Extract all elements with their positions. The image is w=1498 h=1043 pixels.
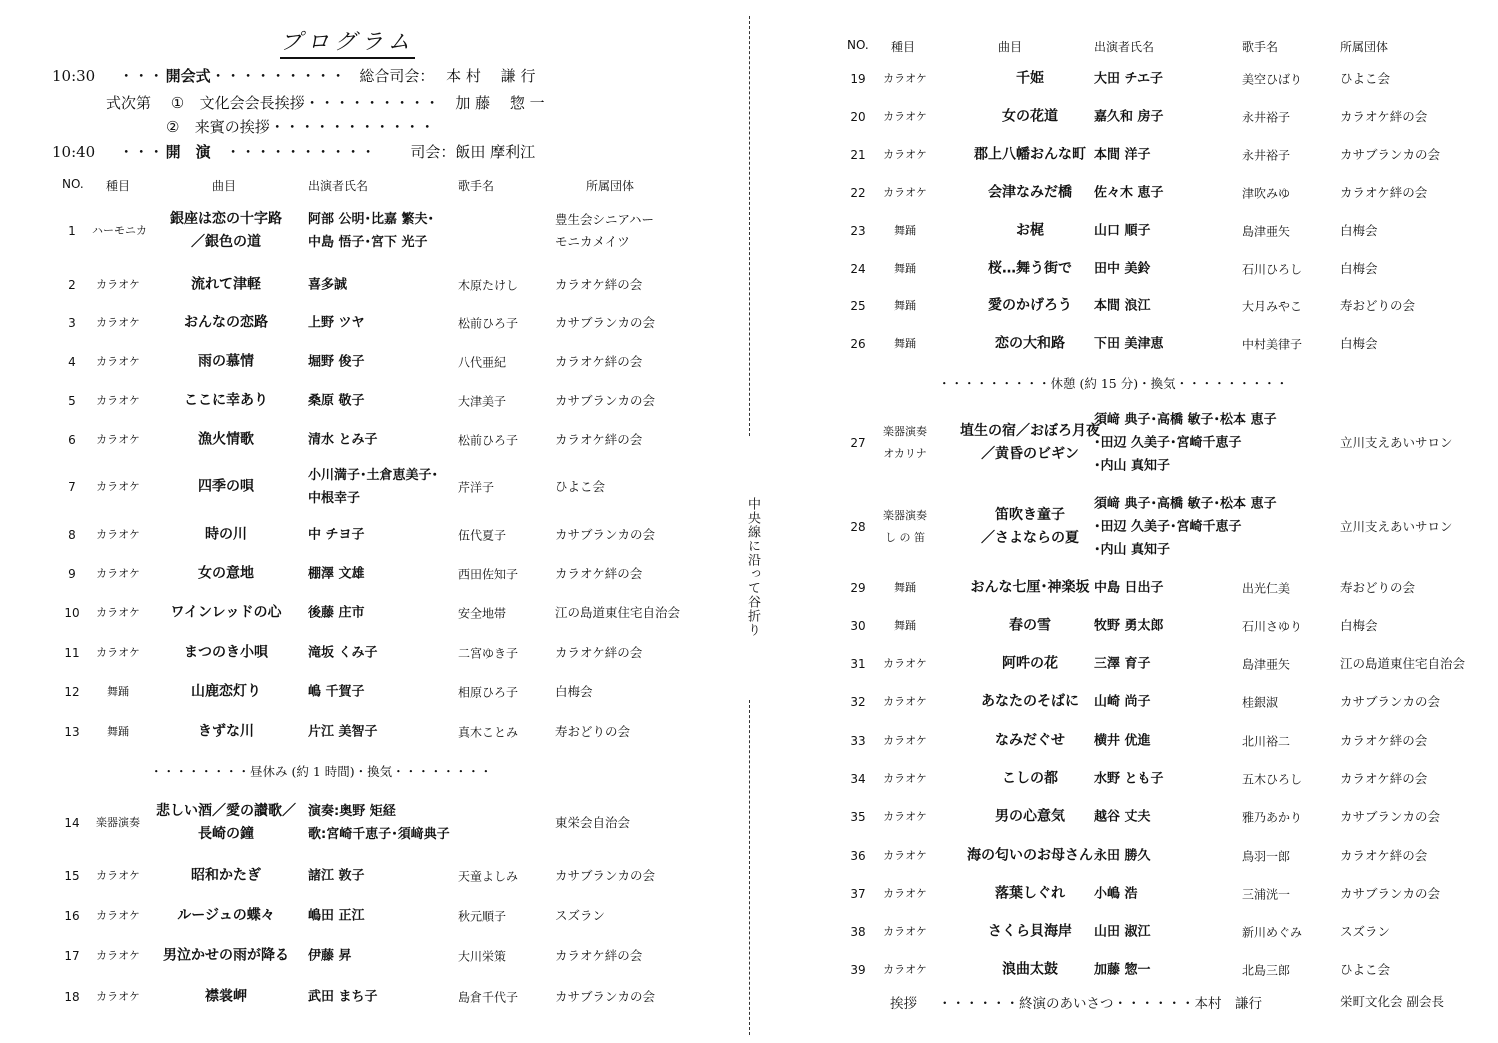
performance-type: カラオケ	[96, 316, 140, 329]
program-number: 3	[68, 316, 76, 330]
program-number: 34	[850, 772, 866, 786]
original-singer: 島倉千代子	[458, 990, 519, 1005]
performance-type: 舞踊	[894, 619, 916, 632]
original-singer: 島津亜矢	[1242, 657, 1291, 672]
program-number: 15	[64, 869, 80, 883]
performance-type: カラオケ	[96, 480, 140, 493]
performance-type: カラオケ	[96, 606, 140, 619]
program-number: 6	[68, 433, 76, 447]
performer-names: 牧野 勇太郎	[1094, 618, 1164, 634]
header-performer: 出演者氏名	[1094, 40, 1155, 54]
performer-names: 中 チヨ子	[308, 527, 365, 543]
affiliated-group: カサブランカの会	[1340, 694, 1441, 709]
original-singer: 島津亜矢	[1242, 224, 1291, 239]
original-singer: 西田佐知子	[458, 567, 519, 582]
performance-type: 楽器演奏 オカリナ	[883, 425, 927, 460]
affiliated-group: 立川支えあいサロン	[1340, 519, 1453, 534]
performer-names: 須﨑 典子･高橋 敏子･松本 恵子 ･田辺 久美子･宮崎千恵子 ･内山 真知子	[1094, 412, 1277, 474]
affiliated-group: 白梅会	[555, 684, 593, 699]
song-title: おんな七厘･神楽坂	[970, 579, 1090, 596]
affiliated-group: カラオケ絆の会	[1340, 185, 1428, 200]
performer-names: 嶋田 正江	[308, 908, 365, 924]
performer-names: 山田 淑江	[1094, 924, 1151, 940]
affiliated-group: カラオケ絆の会	[555, 645, 643, 660]
song-title: 女の花道	[1002, 108, 1058, 125]
song-title: 襟裳岬	[205, 988, 247, 1005]
program-number: 9	[68, 567, 76, 581]
performer-names: 加藤 惣一	[1094, 962, 1151, 978]
program-number: 29	[850, 581, 866, 595]
song-title: ルージュの蝶々	[177, 907, 275, 924]
program-number: 14	[64, 816, 80, 830]
original-singer: 石川さゆり	[1242, 619, 1303, 634]
affiliated-group: ひよこ会	[1340, 71, 1391, 86]
affiliated-group: 寿おどりの会	[555, 724, 631, 739]
performance-type: 舞踊	[894, 299, 916, 312]
original-singer: 三浦洸一	[1242, 887, 1291, 902]
performance-type: 舞踊	[894, 262, 916, 275]
original-singer: 美空ひばり	[1242, 72, 1303, 87]
program-number: 5	[68, 394, 76, 408]
affiliated-group: カサブランカの会	[555, 527, 656, 542]
program-row	[0, 702, 745, 762]
affiliated-group: カサブランカの会	[1340, 886, 1441, 901]
affiliated-group: スズラン	[1340, 924, 1391, 939]
original-singer: 中村美律子	[1242, 337, 1303, 352]
performer-names: 諸江 敦子	[308, 868, 365, 884]
program-number: 20	[850, 110, 866, 124]
affiliated-group: カラオケ絆の会	[1340, 771, 1428, 786]
song-title: 埴生の宿／おぼろ月夜 ／黄昏のビギン	[960, 423, 1100, 462]
performer-names: 中島 日出子	[1094, 580, 1164, 596]
song-title: 恋の大和路	[995, 335, 1065, 352]
performer-names: 三澤 育子	[1094, 656, 1151, 672]
original-singer: 相原ひろ子	[458, 685, 519, 700]
performer-names: 山崎 尚子	[1094, 694, 1151, 710]
program-number: 7	[68, 480, 76, 494]
song-title: 時の川	[205, 526, 247, 543]
original-singer: 八代亜紀	[458, 355, 507, 370]
header-type: 種目	[106, 179, 131, 193]
fold-note: 中央線に沿って谷折り	[745, 497, 760, 637]
affiliated-group: カラオケ絆の会	[555, 354, 643, 369]
affiliated-group: カサブランカの会	[1340, 809, 1441, 824]
performance-type: カラオケ	[96, 278, 140, 291]
performer-names: 片江 美智子	[308, 724, 378, 740]
header-type: 種目	[891, 40, 916, 54]
song-title: きずな川	[198, 723, 254, 740]
program-number: 18	[64, 990, 80, 1004]
performance-type: カラオケ	[883, 695, 927, 708]
affiliated-group: カラオケ絆の会	[1340, 733, 1428, 748]
performer-names: 嶋 千賀子	[308, 684, 365, 700]
fold-line-bottom	[749, 700, 750, 1035]
affiliated-group: カラオケ絆の会	[555, 566, 643, 581]
fold-line-top	[749, 16, 750, 436]
affiliated-group: カサブランカの会	[1340, 147, 1441, 162]
program-row	[0, 967, 745, 1027]
header-no: NO.	[847, 38, 869, 52]
original-singer: 芹洋子	[458, 480, 495, 495]
song-title: お梶	[1016, 222, 1044, 239]
original-singer: 二宮ゆき子	[458, 646, 519, 661]
affiliated-group: カサブランカの会	[555, 868, 656, 883]
affiliated-group: スズラン	[555, 908, 606, 923]
song-title: ここに幸あり	[184, 392, 268, 409]
performance-type: 舞踊	[894, 581, 916, 594]
song-title: まつのき小唄	[184, 644, 268, 661]
affiliated-group: 寿おどりの会	[1340, 580, 1416, 595]
performance-line: 10:40 ・・・ 開 演 ・・・・・・・・・・ 司会：飯田 摩利江	[52, 143, 536, 161]
affiliated-group: 豊生会シニアハー モニカメイツ	[555, 212, 655, 249]
performer-names: 横井 优進	[1094, 733, 1151, 749]
performance-type: カラオケ	[883, 849, 927, 862]
performer-names: 上野 ツヤ	[308, 315, 365, 331]
program-row	[760, 413, 1498, 473]
program-number: 36	[850, 849, 866, 863]
performer-names: 田中 美鈴	[1094, 261, 1151, 277]
song-title: 海の匂いのお母さん	[967, 847, 1093, 864]
performer-names: 山口 順子	[1094, 223, 1151, 239]
affiliated-group: カラオケ絆の会	[1340, 848, 1428, 863]
program-title: プログラム	[280, 30, 415, 59]
program-number: 2	[68, 278, 76, 292]
performer-names: 後藤 庄市	[308, 605, 365, 621]
song-title: 昭和かたぎ	[191, 867, 261, 884]
header-performer: 出演者氏名	[308, 179, 369, 193]
performance-type: 舞踊	[107, 685, 129, 698]
header-singer: 歌手名	[1242, 40, 1279, 54]
performance-type: カラオケ	[883, 963, 927, 976]
affiliated-group: 白梅会	[1340, 261, 1378, 276]
performance-type: カラオケ	[883, 110, 927, 123]
original-singer: 石川ひろし	[1242, 262, 1303, 277]
original-singer: 北川裕二	[1242, 734, 1291, 749]
header-group: 所属団体	[1340, 40, 1389, 54]
performer-names: 越谷 丈夫	[1094, 809, 1151, 825]
program-row	[760, 497, 1498, 557]
program-number: 25	[850, 299, 866, 313]
performance-type: カラオケ	[96, 949, 140, 962]
original-singer: 天童よしみ	[458, 869, 519, 884]
program-row	[760, 940, 1498, 1000]
song-title: 会津なみだ橋	[988, 184, 1072, 201]
affiliated-group: 白梅会	[1340, 223, 1378, 238]
performance-type: カラオケ	[96, 567, 140, 580]
program-number: 21	[850, 148, 866, 162]
song-title: 落葉しぐれ	[995, 885, 1065, 902]
performance-type: カラオケ	[883, 772, 927, 785]
performance-type: カラオケ	[883, 186, 927, 199]
affiliated-group: カラオケ絆の会	[1340, 109, 1428, 124]
original-singer: 永井裕子	[1242, 148, 1291, 163]
header-group: 所属団体	[586, 179, 635, 193]
program-number: 39	[850, 963, 866, 977]
song-title: さくら貝海岸	[988, 923, 1072, 940]
program-number: 28	[850, 520, 866, 534]
original-singer: 津吹みゆ	[1242, 186, 1291, 201]
performance-type: カラオケ	[883, 72, 927, 85]
song-title: 郡上八幡おんな町	[974, 146, 1086, 163]
song-title: 阿吽の花	[1002, 655, 1058, 672]
song-title: 漁火情歌	[198, 431, 254, 448]
affiliated-group: ひよこ会	[1340, 962, 1391, 977]
song-title: こしの都	[1002, 770, 1058, 787]
original-singer: 鳥羽一郎	[1242, 849, 1291, 864]
performer-names: 小嶋 浩	[1094, 886, 1138, 902]
performer-names: 演奏:奥野 矩経 歌:宮崎千恵子･須﨑典子	[308, 804, 450, 842]
performance-type: カラオケ	[883, 148, 927, 161]
program-number: 22	[850, 186, 866, 200]
performer-names: 喜多誠	[308, 277, 348, 293]
performance-type: カラオケ	[883, 925, 927, 938]
performance-type: 楽器演奏 し の 笛	[883, 509, 927, 544]
original-singer: 永井裕子	[1242, 110, 1291, 125]
header-song: 曲目	[212, 179, 237, 193]
performer-names: 棚澤 文雄	[308, 566, 365, 582]
program-number: 17	[64, 949, 80, 963]
song-title: ワインレッドの心	[170, 604, 282, 621]
song-title: 愛のかげろう	[988, 297, 1072, 314]
song-title: あなたのそばに	[981, 693, 1079, 710]
performance-type: カラオケ	[96, 646, 140, 659]
program-number: 35	[850, 810, 866, 824]
performer-names: 堀野 俊子	[308, 354, 365, 370]
performer-names: 滝坂 くみ子	[308, 645, 378, 661]
song-title: 男泣かせの雨が降る	[163, 947, 289, 964]
affiliated-group: カラオケ絆の会	[555, 277, 643, 292]
performer-names: 水野 とも子	[1094, 771, 1164, 787]
performance-type: 舞踊	[107, 725, 129, 738]
original-singer: 木原たけし	[458, 278, 519, 293]
song-title: 流れて津軽	[191, 276, 261, 293]
ceremony-item-1: 式次第 ① 文化会会長挨拶・・・・・・・・・ 加 藤 惣 一	[106, 94, 545, 112]
performer-names: 本間 洋子	[1094, 147, 1151, 163]
original-singer: 安全地帯	[458, 606, 507, 621]
program-number: 32	[850, 695, 866, 709]
right-page	[760, 0, 1498, 1043]
performance-type: カラオケ	[883, 734, 927, 747]
opening-line: 10:30 ・・・ 開会式・・・・・・・・・ 総合司会： 本 村 謙 行	[52, 67, 536, 85]
affiliated-group: 白梅会	[1340, 618, 1378, 633]
performance-type: カラオケ	[96, 909, 140, 922]
header-no: NO.	[62, 177, 84, 191]
original-singer: 北島三郎	[1242, 963, 1291, 978]
program-number: 16	[64, 909, 80, 923]
song-title: 雨の慕情	[198, 353, 254, 370]
program-number: 37	[850, 887, 866, 901]
performance-type: カラオケ	[883, 657, 927, 670]
performance-type: カラオケ	[96, 355, 140, 368]
intermission-note: ・・・・・・・・・休憩 (約 15 分)・換気・・・・・・・・・	[938, 376, 1289, 391]
affiliated-group: 江の島道東住宅自治会	[555, 605, 681, 620]
original-singer: 出光仁美	[1242, 581, 1291, 596]
performer-names: 本間 浪江	[1094, 298, 1151, 314]
song-title: なみだぐせ	[995, 732, 1065, 749]
program-row	[0, 201, 745, 261]
affiliated-group: カサブランカの会	[555, 393, 656, 408]
original-singer: 松前ひろ子	[458, 316, 519, 331]
song-title: 女の意地	[198, 565, 254, 582]
performance-type: カラオケ	[96, 433, 140, 446]
performance-type: カラオケ	[96, 869, 140, 882]
performer-names: 嘉久和 房子	[1094, 109, 1164, 125]
program-row	[0, 793, 745, 853]
program-number: 26	[850, 337, 866, 351]
performer-names: 下田 美津恵	[1094, 336, 1164, 352]
affiliated-group: 東栄会自治会	[555, 815, 631, 830]
program-number: 8	[68, 528, 76, 542]
performer-names: 永田 勝久	[1094, 848, 1151, 864]
program-number: 10	[64, 606, 80, 620]
program-number: 24	[850, 262, 866, 276]
affiliated-group: 江の島道東住宅自治会	[1340, 656, 1466, 671]
affiliated-group: カサブランカの会	[555, 315, 656, 330]
program-number: 11	[64, 646, 80, 660]
program-number: 13	[64, 725, 80, 739]
program-number: 38	[850, 925, 866, 939]
original-singer: 秋元順子	[458, 909, 507, 924]
program-number: 12	[64, 685, 80, 699]
performance-type: カラオケ	[96, 528, 140, 541]
original-singer: 真木ことみ	[458, 725, 519, 740]
song-title: 男の心意気	[995, 808, 1065, 825]
affiliated-group: 寿おどりの会	[1340, 298, 1416, 313]
header-song: 曲目	[998, 40, 1023, 54]
performer-names: 阿部 公明･比嘉 繁夫･ 中島 悟子･宮下 光子	[308, 212, 435, 250]
performance-type: カラオケ	[883, 887, 927, 900]
song-title: 銀座は恋の十字路 ／銀色の道	[170, 211, 282, 250]
program-number: 23	[850, 224, 866, 238]
song-title: 浪曲太鼓	[1002, 961, 1058, 978]
performance-type: 舞踊	[894, 337, 916, 350]
affiliated-group: 白梅会	[1340, 336, 1378, 351]
performer-names: 武田 まち子	[308, 989, 378, 1005]
program-number: 27	[850, 436, 866, 450]
program-number: 1	[68, 224, 76, 238]
song-title: 山鹿恋灯り	[191, 683, 261, 700]
performance-type: 舞踊	[894, 224, 916, 237]
song-title: 四季の唄	[198, 478, 254, 495]
original-singer: 大川栄策	[458, 949, 507, 964]
performer-names: 佐々木 恵子	[1094, 185, 1164, 201]
performer-names: 桑原 敬子	[308, 393, 365, 409]
closing-label: 挨拶	[890, 996, 917, 1012]
song-title: おんなの恋路	[184, 314, 268, 331]
performer-names: 大田 チエ子	[1094, 71, 1164, 87]
ceremony-item-2: ② 来賓の挨拶・・・・・・・・・・・	[166, 118, 435, 136]
original-singer: 大津美子	[458, 394, 507, 409]
original-singer: 雅乃あかり	[1242, 810, 1303, 825]
lunch-break-note: ・・・・・・・・昼休み (約 1 時間)・換気・・・・・・・・	[150, 764, 493, 779]
affiliated-group: 立川支えあいサロン	[1340, 435, 1453, 450]
song-title: 笛吹き童子 ／さよならの夏	[981, 507, 1079, 546]
performer-names: 須﨑 典子･高橋 敏子･松本 恵子 ･田辺 久美子･宮崎千恵子 ･内山 真知子	[1094, 496, 1277, 558]
left-page	[0, 0, 745, 1043]
song-title: 春の雪	[1009, 617, 1051, 634]
performance-type: カラオケ	[96, 394, 140, 407]
original-singer: 桂銀淑	[1242, 695, 1279, 710]
affiliated-group: ひよこ会	[555, 479, 606, 494]
closing-group: 栄町文化会 副会長	[1340, 994, 1444, 1009]
original-singer: 大月みやこ	[1242, 299, 1303, 314]
program-number: 31	[850, 657, 866, 671]
performer-names: 伊藤 昇	[308, 948, 352, 964]
original-singer: 松前ひろ子	[458, 433, 519, 448]
affiliated-group: カサブランカの会	[555, 989, 656, 1004]
program-number: 19	[850, 72, 866, 86]
original-singer: 新川めぐみ	[1242, 925, 1303, 940]
song-title: 桜…舞う街で	[988, 260, 1072, 277]
affiliated-group: カラオケ絆の会	[555, 432, 643, 447]
original-singer: 伍代夏子	[458, 528, 507, 543]
song-title: 悲しい酒／愛の讃歌／ 長崎の鐘	[156, 803, 296, 842]
program-number: 30	[850, 619, 866, 633]
program-number: 33	[850, 734, 866, 748]
closing-text: ・・・・・・終演のあいさつ・・・・・・本村 謙行	[938, 996, 1262, 1012]
performer-names: 清水 とみ子	[308, 432, 378, 448]
original-singer: 五木ひろし	[1242, 772, 1303, 787]
performance-type: 楽器演奏	[96, 816, 140, 829]
performer-names: 小川満子･土倉恵美子･ 中根幸子	[308, 468, 439, 506]
affiliated-group: カラオケ絆の会	[555, 948, 643, 963]
program-number: 4	[68, 355, 76, 369]
performance-type: ハーモニカ	[92, 224, 147, 237]
program-row	[760, 314, 1498, 374]
song-title: 千姫	[1016, 70, 1044, 87]
header-singer: 歌手名	[458, 179, 495, 193]
performance-type: カラオケ	[883, 810, 927, 823]
performance-type: カラオケ	[96, 990, 140, 1003]
